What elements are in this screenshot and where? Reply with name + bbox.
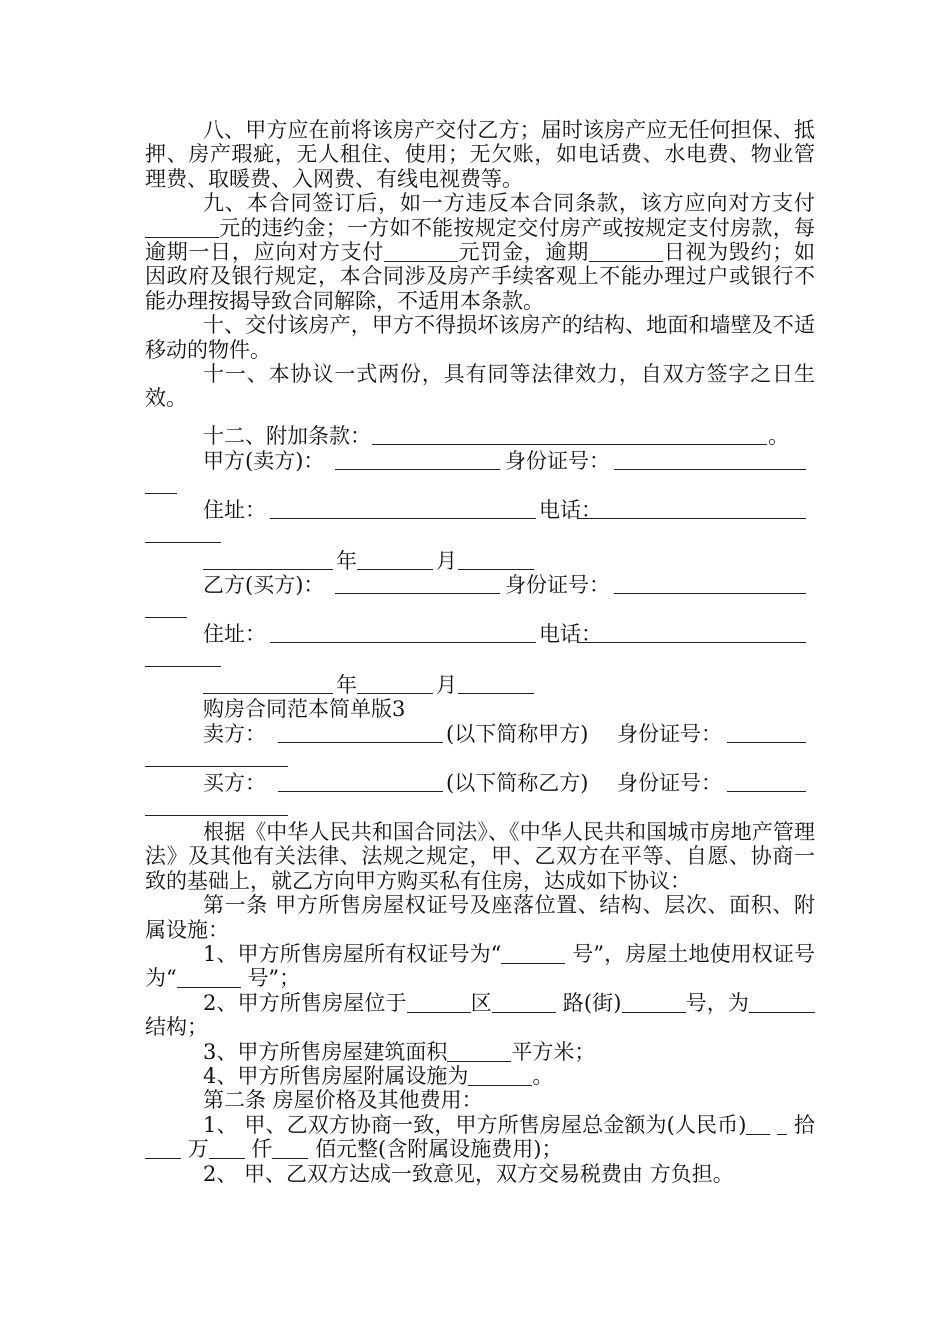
blank-road	[492, 991, 556, 1013]
blank-party-b-id-cont	[145, 617, 187, 618]
buyer-alias: (以下简称乙方)	[446, 771, 589, 795]
party-b-month-label: 月	[436, 673, 457, 697]
blank-price-hundreds	[272, 1137, 308, 1159]
party-b-year-label: 年	[336, 673, 357, 697]
article-1-title: 第一条 甲方所售房屋权证号及座落位置、结构、层次、面积、附属设施：	[145, 893, 815, 942]
blank-buyer-name	[278, 791, 443, 792]
seller-alias: (以下简称甲方)	[446, 722, 589, 746]
blank-party-b-year	[203, 693, 333, 694]
clause-9: 九、本合同签订后，如一方违反本合同条款，该方应向对方支付元的违约金；一方如不能按规定交付房产或按规定支付房款，每逾期一日，应向对方支付 元罚金，逾期 日视为毁约；如因政府及银行规定，本合同涉及房产手续客观上不能办理过户或银行不能办理按揭导致合同解除，不适用本条款。	[145, 191, 816, 313]
clause-11: 十一、本协议一式两份，具有同等法律效力，自双方签字之日生效。	[145, 362, 815, 411]
blank-land-cert-no	[177, 966, 241, 988]
blank-ownership-cert-no	[501, 942, 565, 964]
party-a-address-label: 住址：	[203, 498, 266, 522]
buyer-label: 买方：	[203, 771, 266, 795]
party-b-phone-label: 电话：	[539, 622, 602, 646]
seller-id-label: 身份证号：	[617, 722, 722, 746]
party-a-month-label: 月	[436, 549, 457, 573]
blank-house-number	[622, 991, 686, 1013]
clause-8: 八、甲方应在前将该房产交付乙方；届时该房产应无任何担保、抵押、房产瑕疵，无人租住、使用；无欠账，如电话费、水电费、物业管理费、取暖费、入网费、有线电视费等。	[145, 118, 815, 191]
blank-additional-terms	[372, 444, 767, 445]
contract-body-upper	[145, 118, 815, 411]
clause-10: 十、交付该房产，甲方不得损坏该房产的结构、地面和墙壁及不适移动的物件。	[145, 313, 815, 362]
party-b-label: 乙方(买方)：	[203, 573, 325, 597]
blank-party-b-month	[357, 693, 433, 694]
seller-label: 卖方：	[203, 722, 266, 746]
article-2-item-2: 2、 甲、乙双方达成一致意见，双方交易税费由 方负担。	[203, 1161, 734, 1186]
blank-party-b-phone-cont	[145, 666, 221, 667]
blank-floor-area	[447, 1040, 511, 1062]
blank-structure	[749, 991, 773, 1013]
blank-party-b-name	[335, 593, 500, 594]
blank-price-hundred-thousands	[746, 1113, 770, 1135]
blank-party-a-day	[458, 569, 534, 570]
article-1-item-1: 1、甲方所售房屋所有权证号为“ 号”，房屋土地使用权证号为“ 号”；	[145, 942, 815, 991]
party-b-id-label: 身份证号：	[505, 573, 610, 597]
blank-party-b-day	[458, 693, 534, 694]
blank-party-a-id	[614, 469, 806, 470]
blank-party-b-phone	[577, 642, 806, 643]
article-2-item-1: 1、 甲、乙双方协商一致，甲方所售房屋总金额为(人民币) 拾 万 仟 佰元整(含附属设施费用)；	[145, 1113, 815, 1162]
blank-price-thousands	[209, 1137, 245, 1159]
article-1-item-3: 3、甲方所售房屋建筑面积 平方米；	[203, 1039, 596, 1064]
blank-district	[407, 991, 471, 1013]
blank-penalty-amount	[145, 216, 219, 238]
blank-seller-name	[278, 742, 443, 743]
blank-party-a-phone	[577, 518, 806, 519]
blank-overdue-days	[589, 240, 663, 262]
article-1-item-2: 2、甲方所售房屋位于 区 路(街) 号，为结构；	[145, 991, 815, 1040]
clause-12-end: 。	[768, 424, 789, 448]
party-b-address-label: 住址：	[203, 622, 266, 646]
party-a-id-label: 身份证号：	[505, 449, 610, 473]
blank-seller-id	[727, 742, 806, 743]
contract-3-title: 购房合同范本简单版3	[203, 697, 406, 721]
blank-party-a-address	[270, 518, 536, 519]
party-a-phone-label: 电话：	[539, 498, 602, 522]
buyer-id-label: 身份证号：	[617, 771, 722, 795]
blank-seller-id-cont	[145, 766, 288, 767]
blank-party-a-month	[357, 569, 433, 570]
blank-party-a-phone-cont	[145, 542, 221, 543]
article-1-item-4: 4、甲方所售房屋附属设施为 。	[203, 1064, 554, 1089]
blank-price-hundred-thousands-cont	[777, 1113, 787, 1135]
blank-buyer-id	[727, 791, 806, 792]
blank-facilities	[468, 1064, 532, 1086]
blank-party-b-id	[614, 593, 806, 594]
article-2-title: 第二条 房屋价格及其他费用：	[203, 1088, 483, 1113]
blank-structure-cont	[773, 991, 815, 1013]
blank-daily-fine	[384, 240, 458, 262]
blank-buyer-id-cont	[145, 815, 288, 816]
blank-party-b-address	[270, 642, 536, 643]
blank-party-a-id-cont	[145, 493, 177, 494]
contract-body-lower	[145, 820, 815, 1186]
party-a-year-label: 年	[336, 549, 357, 573]
blank-party-a-name	[335, 469, 500, 470]
clause-12-label: 十二、附加条款：	[203, 424, 371, 448]
contract-3-intro: 根据《中华人民共和国合同法》、《中华人民共和国城市房地产管理法》及其他有关法律、法规之规定，甲、乙双方在平等、自愿、协商一致的基础上，就乙方向甲方购买私有住房，达成如下协议：	[145, 820, 815, 893]
party-a-label: 甲方(卖方)：	[203, 449, 325, 473]
blank-price-ten-thousands	[145, 1137, 181, 1159]
blank-party-a-year	[203, 569, 333, 570]
